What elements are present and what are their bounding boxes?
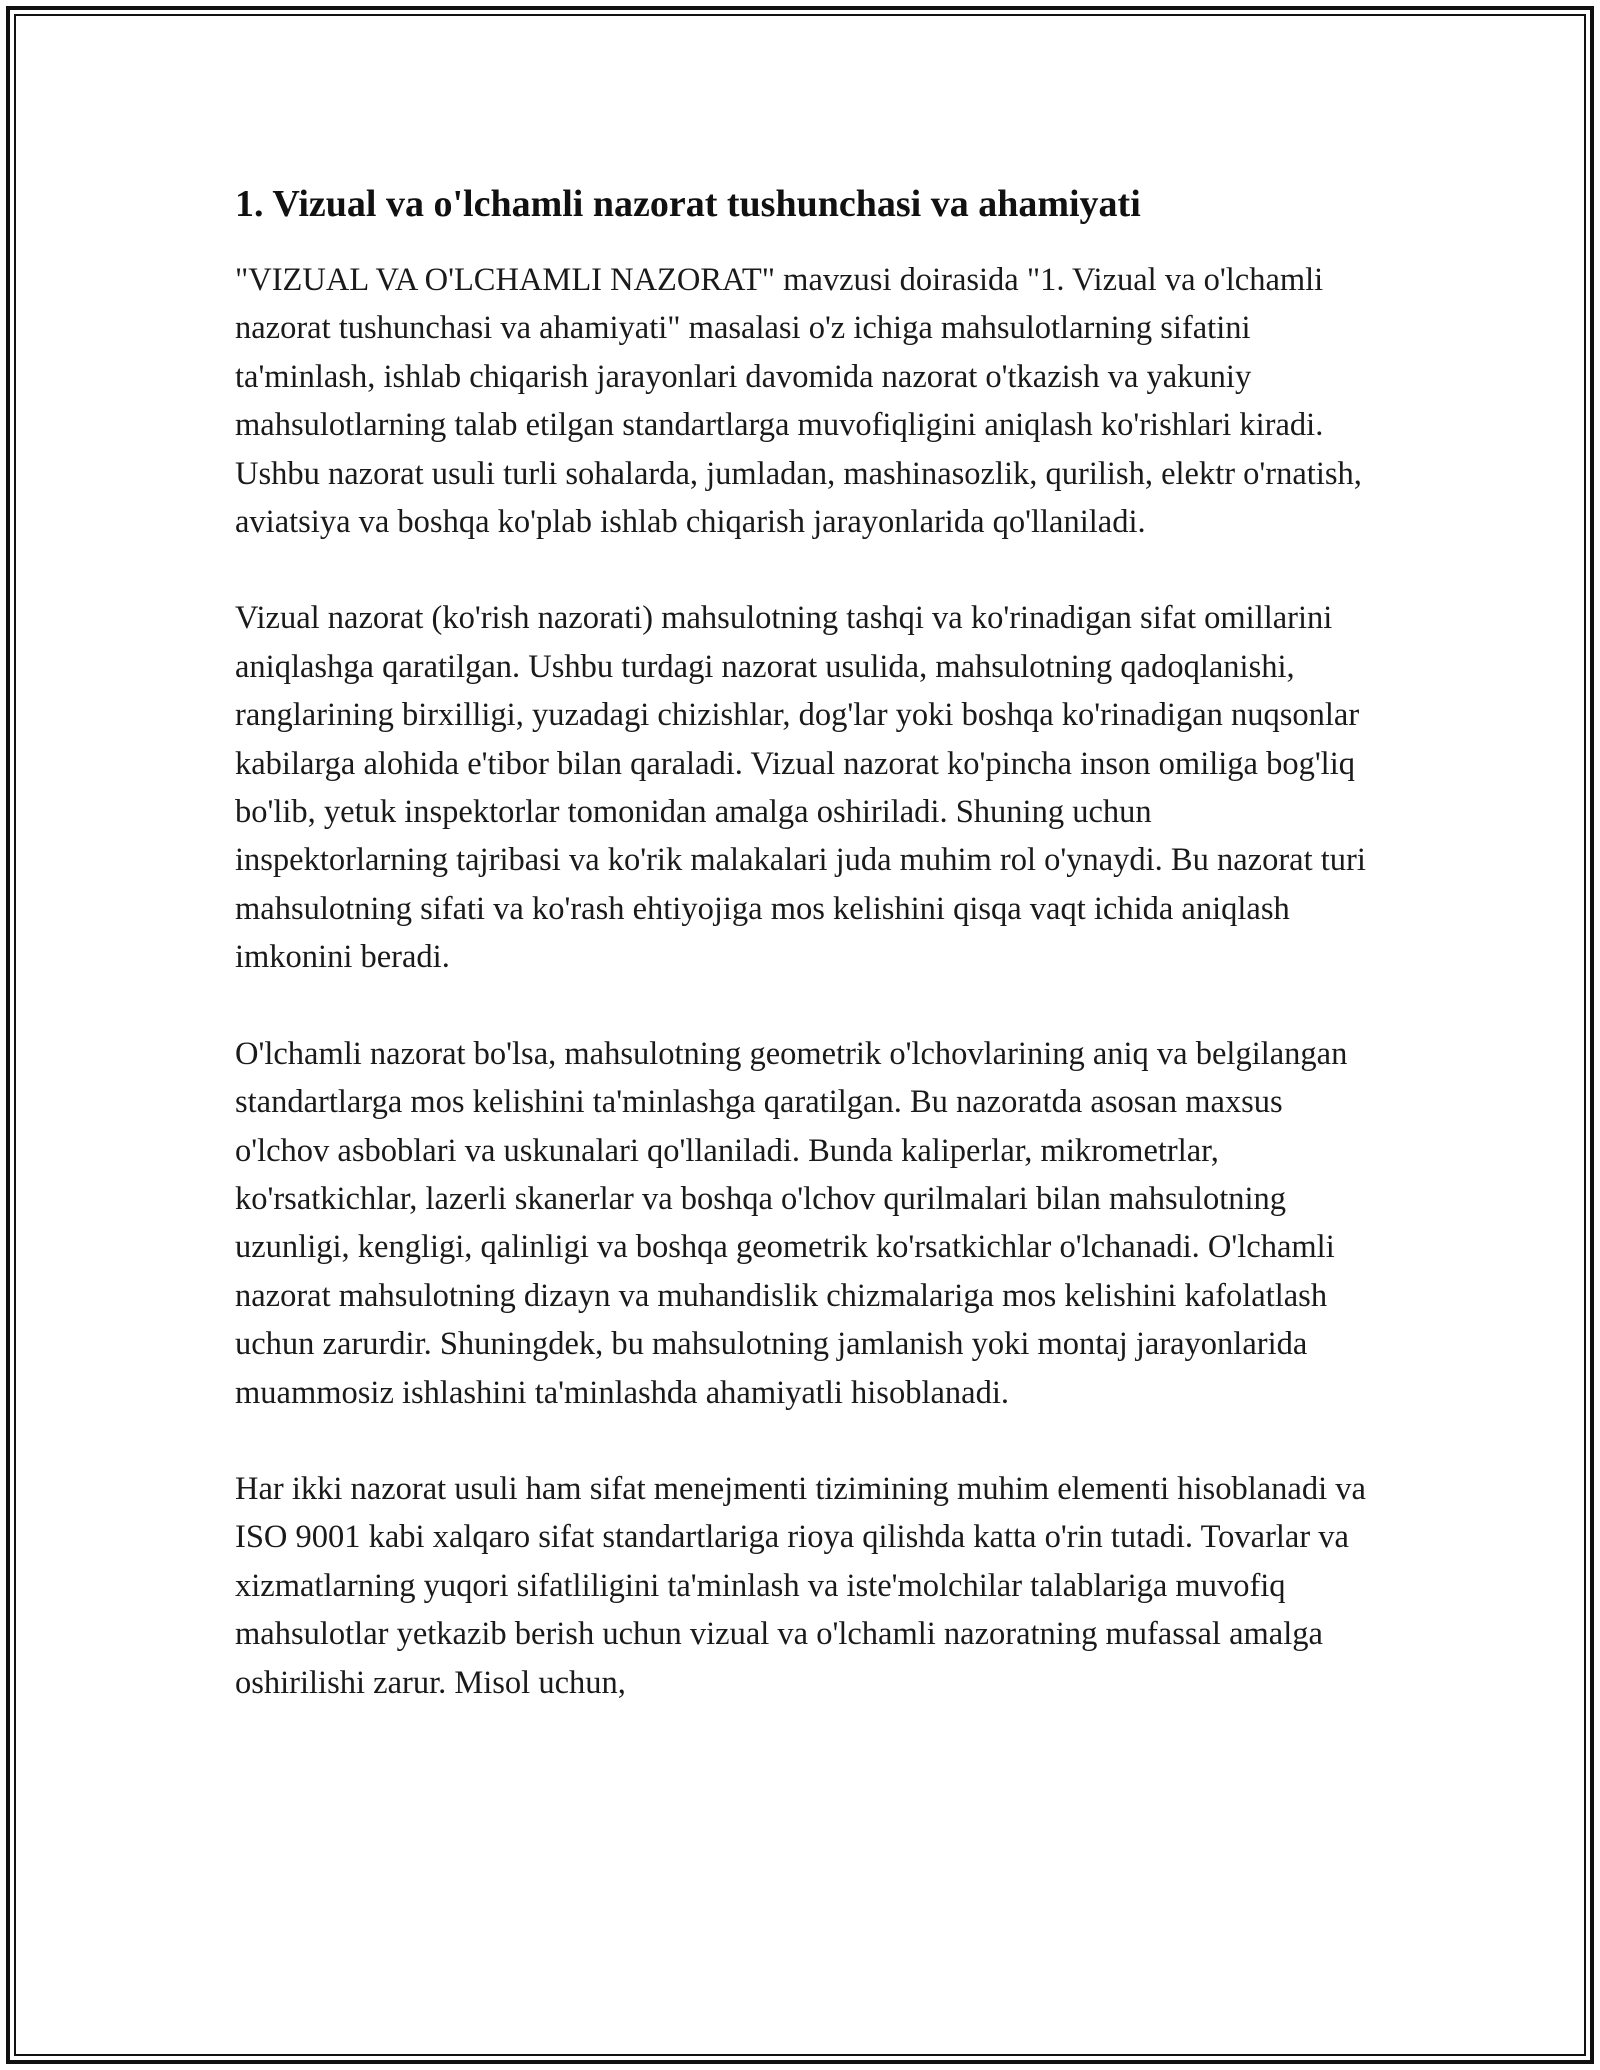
section-heading: 1. Vizual va o'lchamli nazorat tushunchasi va ahamiyati xyxy=(235,183,1141,225)
paragraph-quality-management: Har ikki nazorat usuli ham sifat menejmenti tizimining muhim elementi hisoblanadi va ISO 9001 kabi xalqaro sifat standartlariga rioya qilishda katta o'rin tutadi. Tovarlar va xizmatlarning yuqori sifatliligini ta'minlash va iste'molchilar talablariga muvofiq mahsulotlar yetkazib berish uchun vizual va o'lchamli nazoratning mufassal amalga oshirilishi zarur. Misol uchun, xyxy=(235,1470,1366,1701)
paragraph-visual-inspection: Vizual nazorat (ko'rish nazorati) mahsulotning tashqi va ko'rinadigan sifat omillarini aniqlashga qaratilgan. Ushbu turdagi nazorat usulida, mahsulotning qadoqlanishi, ranglarining birxilligi, yuzadagi chizishlar, dog'lar yoki boshqa ko'rinadigan nuqsonlar kabilarga alohida e'tibor bilan qaraladi. Vizual nazorat ko'pincha inson omiliga bog'liq bo'lib, yetuk inspektorlar tomonidan amalga oshiriladi. Shuning uchun inspektorlarning tajribasi va ko'rik malakalari juda muhim rol o'ynaydi. Bu nazorat turi mahsulotning sifati va ko'rash ehtiyojiga mos kelishini qisqa vaqt ichida aniqlash imkonini beradi. xyxy=(235,600,1366,976)
document-body xyxy=(235,180,1370,1755)
paragraph-dimensional-inspection: O'lchamli nazorat bo'lsa, mahsulotning geometrik o'lchovlarining aniq va belgilangan standartlarga mos kelishini ta'minlashga qaratilgan. Bu nazoratda asosan maxsus o'lchov asboblari va uskunalari qo'llaniladi. Bunda kaliperlar, mikrometrlar, ko'rsatkichlar, lazerli skanerlar va boshqa o'lchov qurilmalari bilan mahsulotning uzunligi, kengligi, qalinligi va boshqa geometrik ko'rsatkichlar o'lchanadi. O'lchamli nazorat mahsulotning dizayn va muhandislik chizmalariga mos kelishini kafolatlash uchun zarurdir. Shuningdek, bu mahsulotning jamlanish yoki montaj jarayonlarida muammosiz ishlashini ta'minlashda ahamiyatli hisoblanadi. xyxy=(235,1035,1348,1411)
paragraph-intro: "VIZUAL VA O'LCHAMLI NAZORAT" mavzusi doirasida "1. Vizual va o'lchamli nazorat tushunchasi va ahamiyati" masalasi o'z ichiga mahsulotlarning sifatini ta'minlash, ishlab chiqarish jarayonlari davomida nazorat o'tkazish va yakuniy mahsulotlarning talab etilgan standartlarga muvofiqligini aniqlash ko'rishlari kiradi. Ushbu nazorat usuli turli sohalarda, jumladan, mashinasozlik, qurilish, elektr o'rnatish, aviatsiya va boshqa ko'plab ishlab chiqarish jarayonlarida qo'llaniladi. xyxy=(235,262,1362,541)
